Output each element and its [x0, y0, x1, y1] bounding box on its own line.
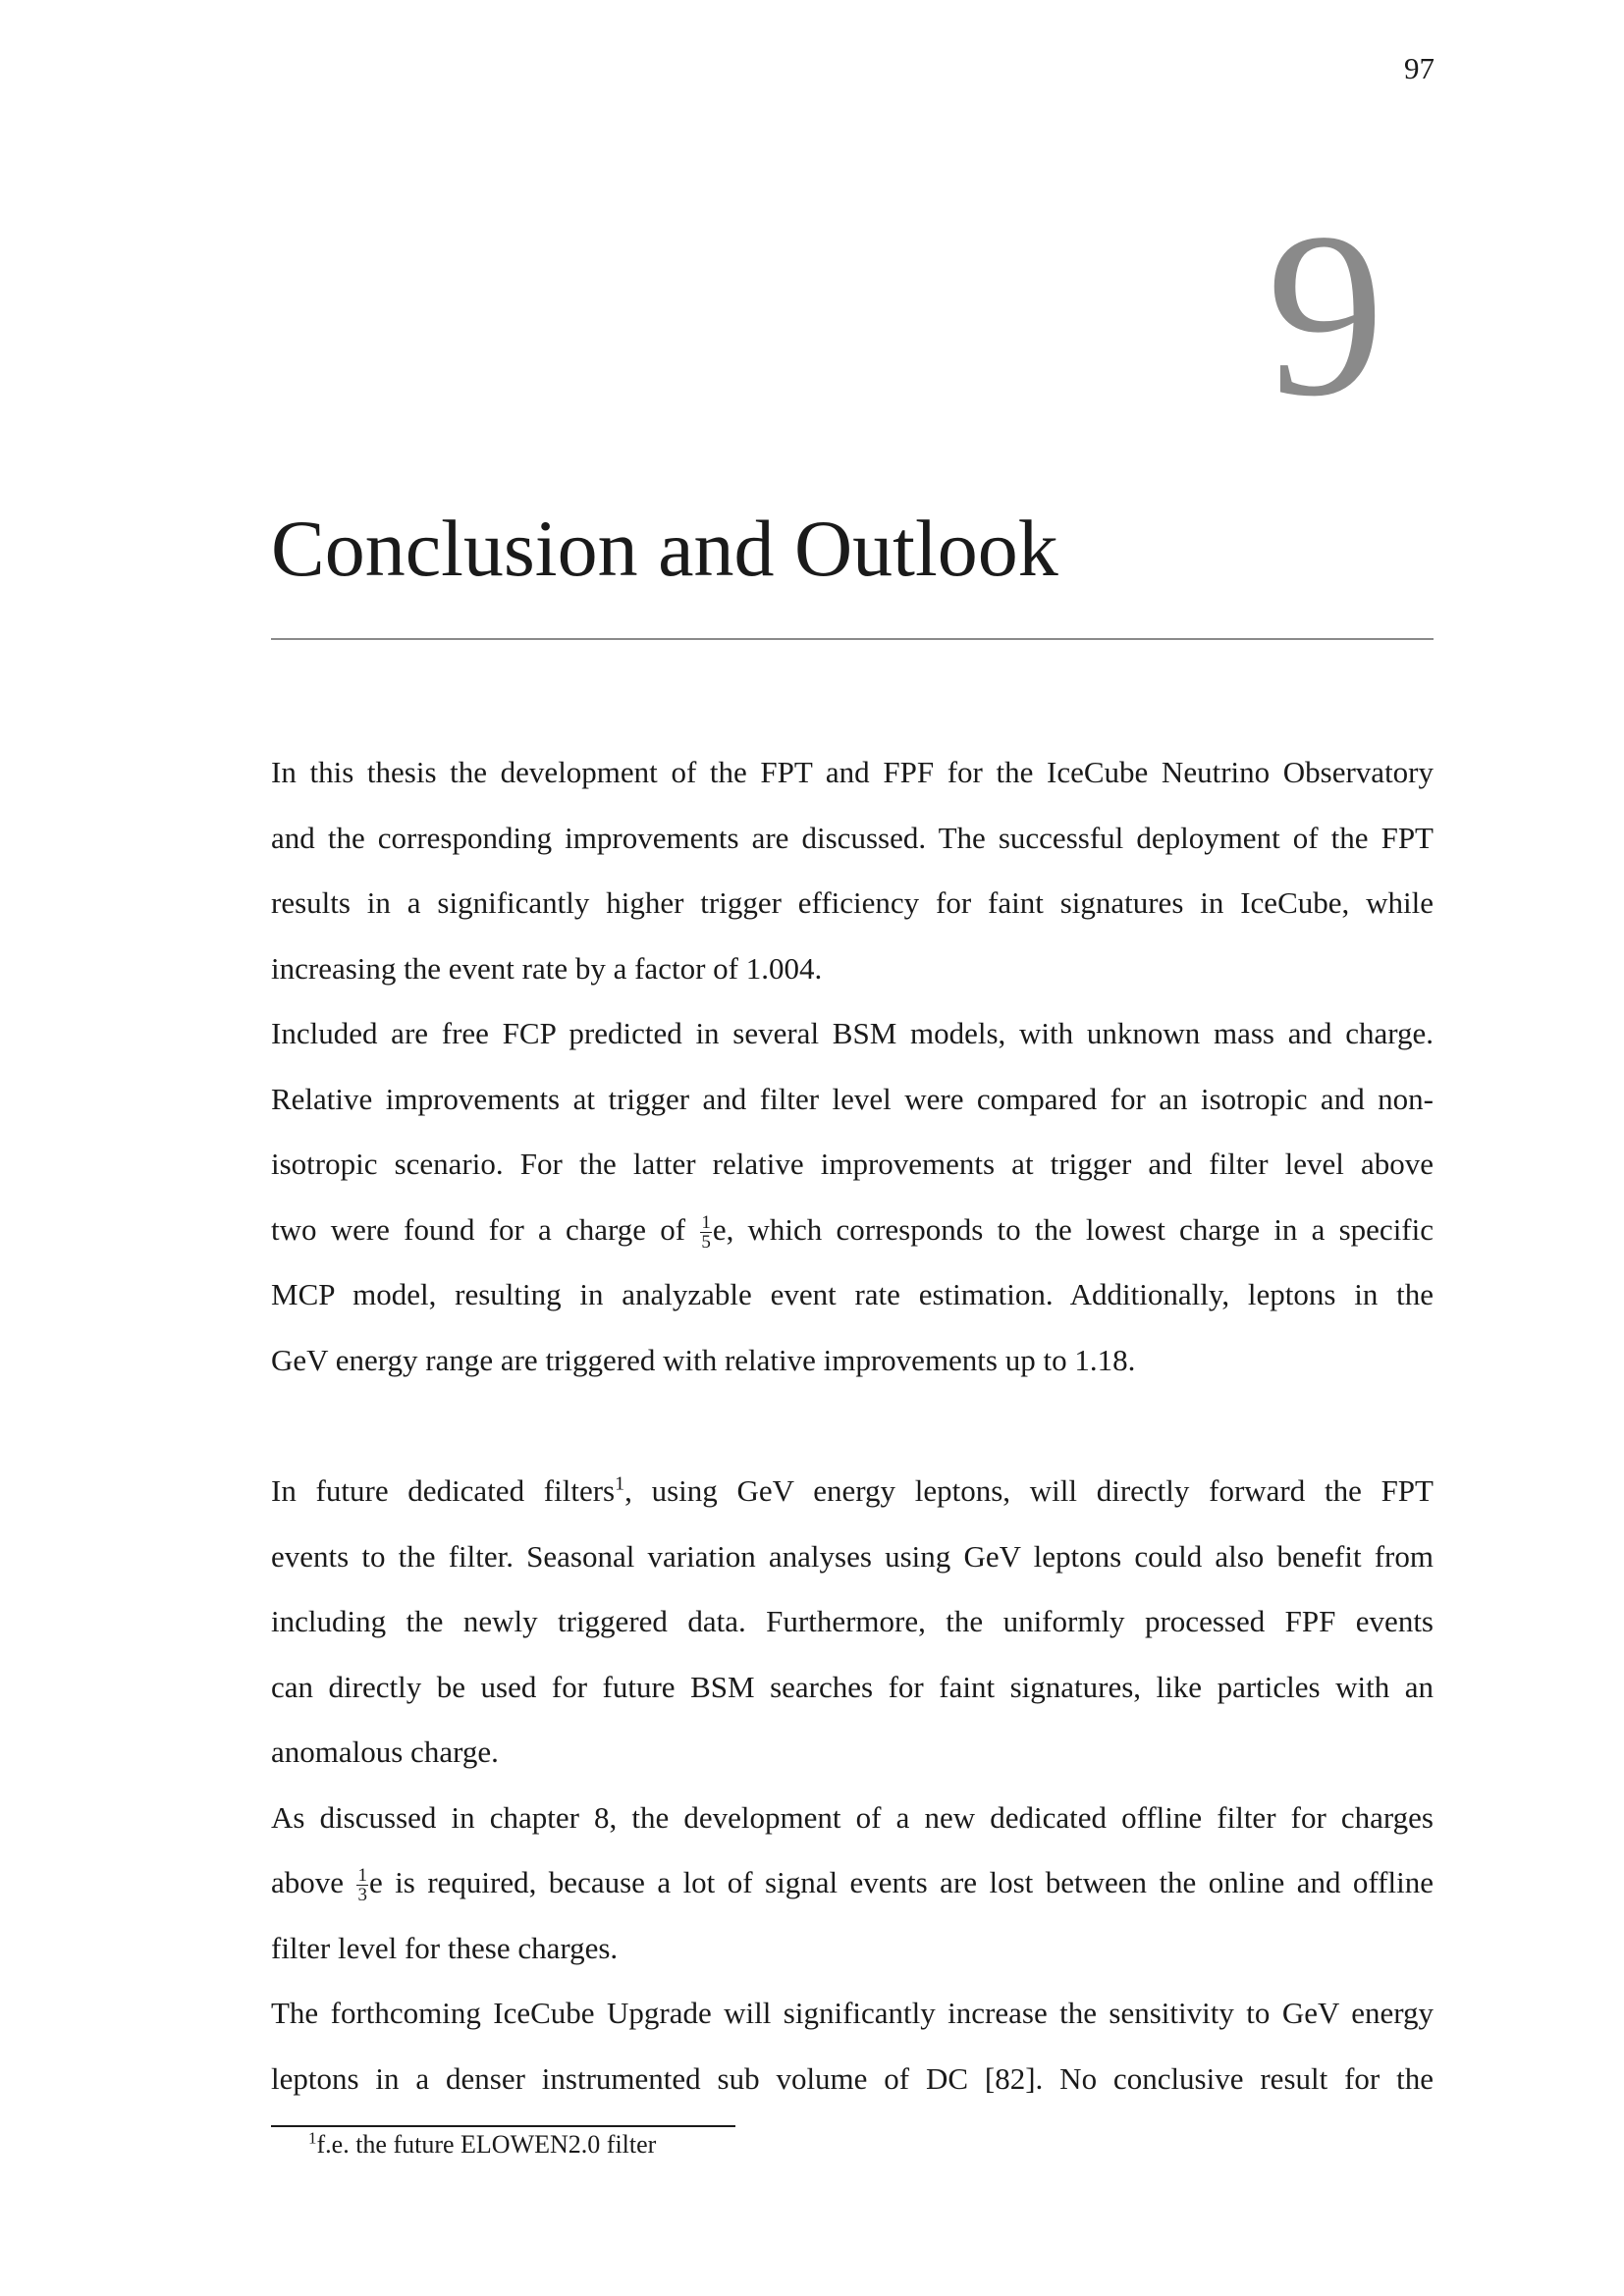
text-segment: , using GeV energy leptons, will directly forward the FPT: [624, 1473, 1434, 1508]
text-segment: two were found for a charge of: [271, 1211, 700, 1247]
fraction-one-third: [356, 1866, 368, 1904]
paragraph-2: [271, 1001, 1434, 1393]
fraction-numerator: 1: [357, 1865, 367, 1887]
text-line-with-fraction: [271, 1850, 1434, 1916]
paragraph-4: [271, 1786, 1434, 1982]
text-segment: above: [271, 1865, 356, 1899]
text-line: In this thesis the development of the FPT and FPF for the IceCube Neutrino Observatory: [271, 755, 1434, 789]
text-line: GeV energy range are triggered with relative improvements up to 1.18.: [271, 1342, 1136, 1377]
text-line: As discussed in chapter 8, the development of a new dedicated offline filter for charges: [271, 1799, 1434, 1835]
chapter-number: 9: [1267, 184, 1384, 445]
text-segment: In future dedicated filters: [271, 1473, 616, 1508]
chapter-title: Conclusion and Outlook: [271, 504, 1058, 593]
fraction-numerator: 1: [701, 1211, 711, 1233]
fraction-denominator: 5: [701, 1231, 711, 1253]
paragraph-5: [271, 1981, 1434, 2111]
page-number: 97: [1404, 51, 1435, 85]
paragraph-1: [271, 740, 1434, 1001]
text-segment: e is required, because a lot of signal events are lost between the online and offline: [368, 1865, 1434, 1899]
text-line: leptons in a denser instrumented sub volume of DC [82]. No conclusive result for the: [271, 2060, 1434, 2096]
footnote: [308, 2130, 656, 2160]
text-line-with-fraction: [271, 1198, 1434, 1263]
text-line: increasing the event rate by a factor of 1.004.: [271, 950, 823, 986]
text-line: Relative improvements at trigger and filter level were compared for an isotropic and non-: [271, 1081, 1434, 1116]
text-line: and the corresponding improvements are discussed. The successful deployment of the FPT: [271, 820, 1434, 855]
text-line: filter level for these charges.: [271, 1930, 619, 1965]
text-line: results in a significantly higher trigger efficiency for faint signatures in IceCube, while: [271, 885, 1434, 920]
text-line: MCP model, resulting in analyzable event rate estimation. Additionally, leptons in the: [271, 1277, 1434, 1311]
fraction-denominator: 3: [357, 1885, 367, 1906]
fraction-one-fifth: [700, 1213, 712, 1252]
text-line: The forthcoming IceCube Upgrade will significantly increase the sensitivity to GeV energy: [271, 1996, 1434, 2030]
body-text: [271, 740, 1434, 2111]
footnote-text: f.e. the future ELOWEN2.0 filter: [316, 2130, 657, 2159]
text-line: anomalous charge.: [271, 1735, 499, 1769]
text-line: isotropic scenario. For the latter relative improvements at trigger and filter level above: [271, 1147, 1434, 1181]
text-line: events to the filter. Seasonal variation analyses using GeV leptons could also benefit from: [271, 1538, 1434, 1574]
text-line: including the newly triggered data. Furthermore, the uniformly processed FPF events: [271, 1604, 1434, 1638]
footnote-divider: [271, 2125, 735, 2127]
text-segment: e, which corresponds to the lowest charge in a specific: [712, 1211, 1434, 1247]
paragraph-gap: [271, 1393, 1434, 1459]
text-line-with-footnote: [271, 1459, 1434, 1524]
footnote-reference[interactable]: 1: [615, 1472, 625, 1495]
paragraph-3: [271, 1459, 1434, 1786]
footnote-mark: 1: [308, 2128, 317, 2148]
title-divider: [271, 638, 1434, 640]
text-line: can directly be used for future BSM searches for faint signatures, like particles with an: [271, 1669, 1434, 1704]
text-line: Included are free FCP predicted in several BSM models, with unknown mass and charge.: [271, 1016, 1434, 1050]
